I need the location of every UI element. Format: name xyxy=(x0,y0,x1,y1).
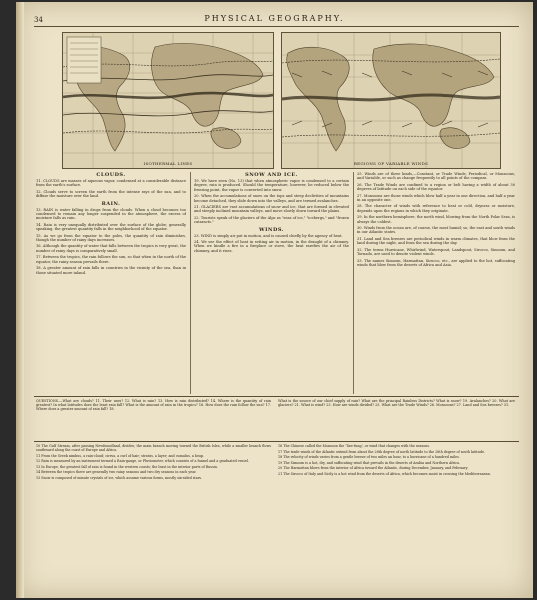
paragraph-21: 21. GLACIERS are vast accumulations of snow and ice, that are formed in elevated and steeply inclined mountain valleys, and move slowly down toward the plains. xyxy=(194,205,349,214)
paragraph-14: 14. Rain is very unequally distributed over the surface of the globe; generally speaking, the greatest quantity falls in the neighborhood of the equator. xyxy=(36,222,186,232)
heading-winds: WINDS. xyxy=(258,226,285,233)
book-page xyxy=(16,2,533,598)
isothermal-map-caption: ISOTHERMAL LINES xyxy=(143,161,193,166)
paragraph-25: 25. Winds are of three kinds,—Constant, or Trade Winds; Periodical, or Monsoons; and Variable, or such as change frequently to all points of the compass. xyxy=(357,172,515,181)
column-divider-2 xyxy=(353,172,354,394)
running-title: PHYSICAL GEOGRAPHY. xyxy=(204,14,345,23)
paragraph-15: 15. As we go from the equator to the poles, the quantity of rain diminishes, though the number of rainy days increases. xyxy=(36,233,186,243)
paragraph-31: 31. Land and Sea breezes are periodical winds in warm climates, that blow from the land during the night, and from the sea during the day. xyxy=(357,236,515,246)
footnote: 18 The velocity of winds varies from a gentle breeze of two miles an hour, to a hurricane of a hundred miles. xyxy=(278,455,460,460)
heading-snow-ice: SNOW AND ICE. xyxy=(245,172,298,178)
paragraph-30: 30. Winds from the ocean are, of course, the most humid; so, the east and south winds in our Atlantic states. xyxy=(357,226,515,235)
paragraph-19: 19. We have seen (No. 13) that when atmospheric vapor is condensed to a certain degree, rain is produced. Should the temperature, however, be reduced below the freezing point, the vapor is converted into snow. xyxy=(194,179,349,192)
questions-left xyxy=(36,399,271,439)
paragraph-16: 16. Although the quantity of water that falls between the tropics is very great, the number of rainy days is comparatively small. xyxy=(36,244,186,253)
page-number: 34 xyxy=(34,16,43,24)
paragraph-27: 27. Monsoons are those winds which blow half a year in one direction, and half a year in an opposite one. xyxy=(357,193,515,203)
column-winds-kinds xyxy=(357,172,515,394)
footnote: 12 Rain is measured by an instrument termed a Rain-gauge, or Pluviometer, which consists of a funnel and a graduated vessel. xyxy=(36,459,249,464)
paragraph-22: 22. Tourists speak of the glaciers of the Alps as "seas of ice," "icebergs," and "frozen cataracts." xyxy=(194,215,349,225)
column-clouds-rain xyxy=(36,172,186,394)
paragraph-18: 18. A greater amount of rain falls in countries in the vicinity of the sea, than in those situated more inland. xyxy=(36,266,186,275)
questions-rule xyxy=(34,396,519,397)
heading-clouds: CLOUDS. xyxy=(96,172,126,178)
winds-map-caption: REGIONS OF VARIABLE WINDS xyxy=(353,161,429,166)
paragraph-23: 23. WIND is simply air put in motion, and is caused chiefly by the agency of heat. xyxy=(194,233,343,238)
notes-rule xyxy=(34,441,519,442)
heading-rain: RAIN. xyxy=(101,200,121,207)
footnote: 13 In Europe, the greatest fall of rain is found in the western coasts; the least in the interior parts of Russia. xyxy=(36,464,218,469)
header-rule xyxy=(34,26,519,27)
paragraph-17: 17. Between the tropics, the rain follows the sun, so that when in the north of the equator, the rainy season prevails there. xyxy=(36,255,186,264)
paragraph-20: 20. When the accumulations of snow on the tops and steep declivities of mountains become detached, they slide down into the valleys, and are termed avalanches. xyxy=(194,194,349,203)
column-divider-1 xyxy=(190,172,191,394)
paragraph-24: 24. We see the effect of heat in setting air in motion, in the draught of a chimney. When we kindle a fire in a fireplace or stove, the heat rarefies the air of the chimney, and it rises. xyxy=(194,240,349,253)
winds-map-drawing xyxy=(282,33,500,168)
questions-right xyxy=(278,399,515,439)
footnotes-left xyxy=(36,444,271,592)
footnote: 11 From the Greek nimbus, a rain-cloud; cirrus, a curl of hair; stratus, a layer; and cumulus, a heap. xyxy=(36,453,205,458)
winds-map xyxy=(281,32,501,169)
paragraph-29: 29. In the northern hemisphere, the north wind, blowing from the North Polar Seas, is always the coldest. xyxy=(357,215,515,224)
questions-right-text: What is the source of our chief supply of rain? What are the principal Rainless Districts? What is snow? 19. Avalanches? 20. What are glaciers? 21. What is wind? 23. How are winds divided? 25. What are the Trade Winds? 26. Monsoons? 27. Land and Sea breezes? 31. xyxy=(278,399,515,407)
isothermal-map xyxy=(62,32,274,169)
footnote: 20 The Harmattan blows from the interior of Africa toward the Atlantic, during December, January, and February. xyxy=(278,466,469,471)
isothermal-map-drawing xyxy=(63,33,273,168)
footnote: 15 Snow is composed of minute crystals of ice, which assume various forms, mostly six-sided stars. xyxy=(36,476,203,481)
footnote: 17 The trade winds of the Atlantic extend from about the 28th degree of north latitude to the 28th degree of south latitude. xyxy=(278,449,485,454)
paragraph-32: 32. The terms Hurricane, Whirlwind, Waterspout, Landspout, Sirocco, Simoom, and Tornado, are used to denote violent winds. xyxy=(357,247,515,257)
paragraph-28: 28. The character of winds with reference to heat or cold, dryness or moisture, depends upon the regions in which they originate. xyxy=(357,204,515,213)
paragraph-33: 33. The names Simoom, Harmattan, Sirocco, etc., are applied to the hot, suffocating winds that blow from the deserts of Africa and Asia. xyxy=(357,258,515,267)
footnote: 16 The Chinese called the Monsoon the 'Taw-fung', or wind that changes with the seasons. xyxy=(278,444,430,448)
questions-left-text: QUESTIONS.—What are clouds? 11. Their uses? 12. What is rain? 13. How is rain distributed? 14. Where is the quantity of rain greatest? In what latitudes does the least rain fall? What is the amount of rain in the tropics? 16. How does the rain follow the sun? 17. Where does a greater amount of rain fall? 18. xyxy=(36,399,271,411)
paragraph-13: 13. RAIN is water falling in drops from the clouds. When a cloud becomes too condensed to remain any longer suspended in the atmosphere, the excess of moisture falls as rain. xyxy=(36,207,186,221)
footnote: 14 Between the tropics there are generally two rainy seasons and two dry seasons in each year. xyxy=(36,470,197,475)
paragraph-26: 26. The Trade Winds are confined to a region or belt having a width of about 30 degrees of latitude on each side of the equator. xyxy=(357,182,515,192)
footnote: 10 The Gulf Stream, after passing Newfoundland, divides; the main branch moving toward the British Isles, while a smaller branch flows southward along the coast of Europe and Africa. xyxy=(36,444,271,453)
column-snow-winds xyxy=(194,172,349,394)
paragraph-11: 11. CLOUDS are masses of aqueous vapor, condensed at a considerable distance from the earth's surface. xyxy=(36,179,186,188)
footnote: 19 The Simoom is a hot, dry, and suffocating wind that prevails in the deserts of Arabia and Northern Africa. xyxy=(278,460,461,465)
page-gutter xyxy=(16,2,24,598)
footnotes-right xyxy=(278,444,515,592)
paragraph-12: 12. Clouds serve to screen the earth from the intense rays of the sun, and to diffuse the moisture over the land. xyxy=(36,189,186,199)
footnote: 21 The Sirocco of Italy and Sicily is a hot wind from the deserts of Africa, which becomes moist in crossing the Mediterranean. xyxy=(278,471,491,476)
